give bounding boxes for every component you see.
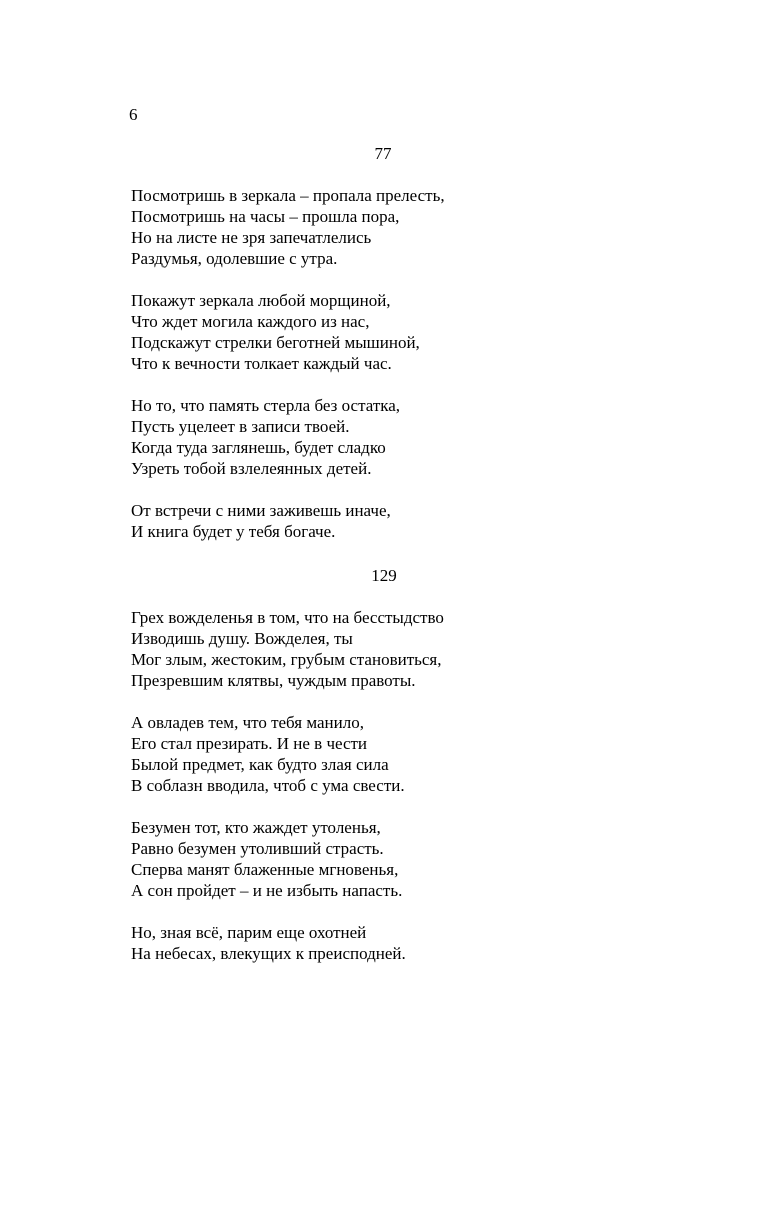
page-number: 6 — [129, 105, 138, 124]
couplet — [131, 922, 444, 964]
poem-line: Но, зная всё, парим еще охотней — [131, 923, 367, 942]
poem-line: Узреть тобой взлелеянных детей. — [131, 459, 372, 478]
poem-line: Мог злым, жестоким, грубым становиться, — [131, 650, 442, 669]
sonnet-number: 129 — [371, 566, 397, 585]
poem-line: Его стал презирать. И не в чести — [131, 734, 368, 753]
stanza — [131, 290, 445, 374]
poem-line: Но то, что память стерла без остатка, — [131, 396, 401, 415]
poem-line: Сперва манят блаженные мгновенья, — [131, 860, 399, 879]
poem-line: Былой предмет, как будто злая сила — [131, 755, 389, 774]
stanza — [131, 817, 444, 901]
poem-line: Что к вечности толкает каждый час. — [131, 354, 392, 373]
stanza — [131, 712, 444, 796]
poem-line: Грех вожделенья в том, что на бесстыдство — [131, 608, 444, 627]
poem-line: А овладев тем, что тебя манило, — [131, 713, 364, 732]
sonnet-129-body — [131, 607, 444, 964]
poem-line: От встречи с ними заживешь иначе, — [131, 501, 391, 520]
poem-line: Презревшим клятвы, чуждым правоты. — [131, 671, 416, 690]
stanza — [131, 607, 444, 691]
stanza — [131, 395, 445, 479]
couplet — [131, 500, 445, 542]
poem-line: Подскажут стрелки беготней мышиной, — [131, 333, 420, 352]
sonnet-number: 77 — [374, 144, 392, 163]
poem-line: В соблазн вводила, чтоб с ума свести. — [131, 776, 405, 795]
poem-line: Равно безумен утоливший страсть. — [131, 839, 384, 858]
sonnet-77-body — [131, 185, 445, 542]
poem-line: Покажут зеркала любой морщиной, — [131, 291, 391, 310]
poem-line: На небесах, влекущих к преисподней. — [131, 944, 406, 963]
stanza — [131, 185, 445, 269]
poem-line: А сон пройдет – и не избыть напасть. — [131, 881, 403, 900]
poem-line: Посмотришь в зеркала – пропала прелесть, — [131, 186, 445, 205]
poem-line: Что ждет могила каждого из нас, — [131, 312, 370, 331]
poem-line: Но на листе не зря запечатлелись — [131, 228, 372, 247]
poem-line: Изводишь душу. Вожделея, ты — [131, 629, 353, 648]
poem-line: Раздумья, одолевшие с утра. — [131, 249, 338, 268]
poem-line: Когда туда заглянешь, будет сладко — [131, 438, 386, 457]
poem-line: Безумен тот, кто жаждет утоленья, — [131, 818, 381, 837]
poem-line: Пусть уцелеет в записи твоей. — [131, 417, 350, 436]
poem-line: И книга будет у тебя богаче. — [131, 522, 336, 541]
poem-line: Посмотришь на часы – прошла пора, — [131, 207, 400, 226]
